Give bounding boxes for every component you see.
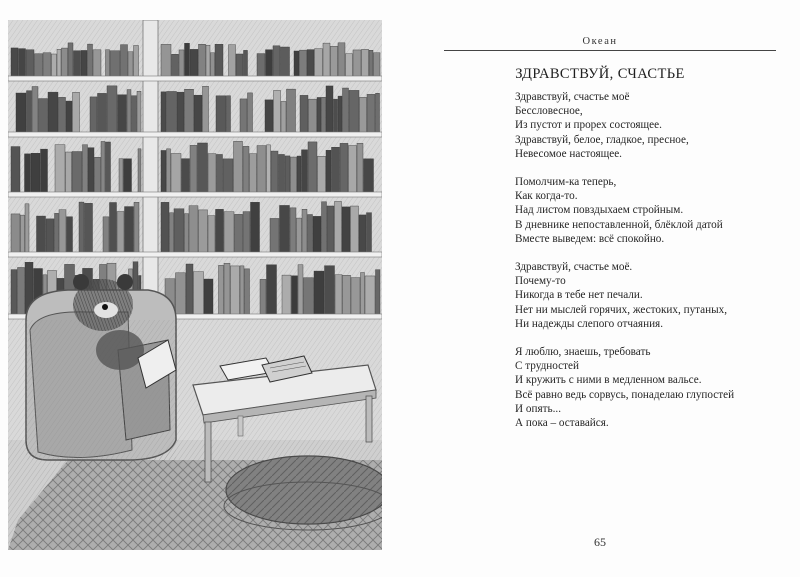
poem-line: Здравствуй, счастье моё. [515, 261, 633, 274]
poem-line: Ни надежды слепого отчаяния. [515, 317, 663, 330]
poem-line: Невесомое настоящее. [515, 147, 622, 160]
running-head: Океан [582, 36, 618, 47]
header-rule [444, 50, 776, 51]
poem-line: Здравствуй, белое, гладкое, пресное, [515, 133, 689, 146]
poem-stanza [515, 175, 795, 246]
poem-line: С трудностей [515, 360, 579, 373]
poem-line: В дневнике непоставленной, блёклой датой [515, 218, 723, 231]
poem-line: Из пустот и прорех состоящее. [515, 119, 662, 132]
poem-line: Бессловесное, [515, 105, 583, 118]
poem-text [515, 90, 795, 444]
poem-line: Здравствуй, счастье моё [515, 91, 630, 103]
poem-line: И кружить с ними в медленном вальсе. [515, 374, 702, 387]
poem-line: Всё равно ведь сорвусь, понаделаю глупостей [515, 388, 735, 401]
poem-stanza [515, 90, 795, 161]
poem-line: А пока – оставайся. [515, 417, 609, 430]
poem-line: Я люблю, знаешь, требовать [515, 346, 651, 359]
poem-stanza [515, 260, 795, 331]
poem-line: Вместе выведем: всё спокойно. [515, 232, 665, 245]
poem-title: ЗДРАВСТВУЙ, СЧАСТЬЕ [515, 66, 685, 82]
poem-line: И опять... [515, 402, 561, 415]
page-number: 65 [594, 535, 606, 549]
poem-line: Над листом повздыхаем стройным. [515, 204, 684, 217]
right-page [400, 0, 800, 577]
poem-line: Почему-то [515, 275, 566, 288]
poem-stanza [515, 345, 795, 430]
poem-line: Нет ни мыслей горячих, жестоких, путаных, [515, 303, 728, 316]
poem-line: Никогда в тебе нет печали. [515, 289, 643, 302]
poem-line: Как когда-то. [515, 190, 578, 203]
poem-line: Помолчим-ка теперь, [515, 176, 617, 189]
illustration-library-teddy-bear [8, 20, 382, 550]
